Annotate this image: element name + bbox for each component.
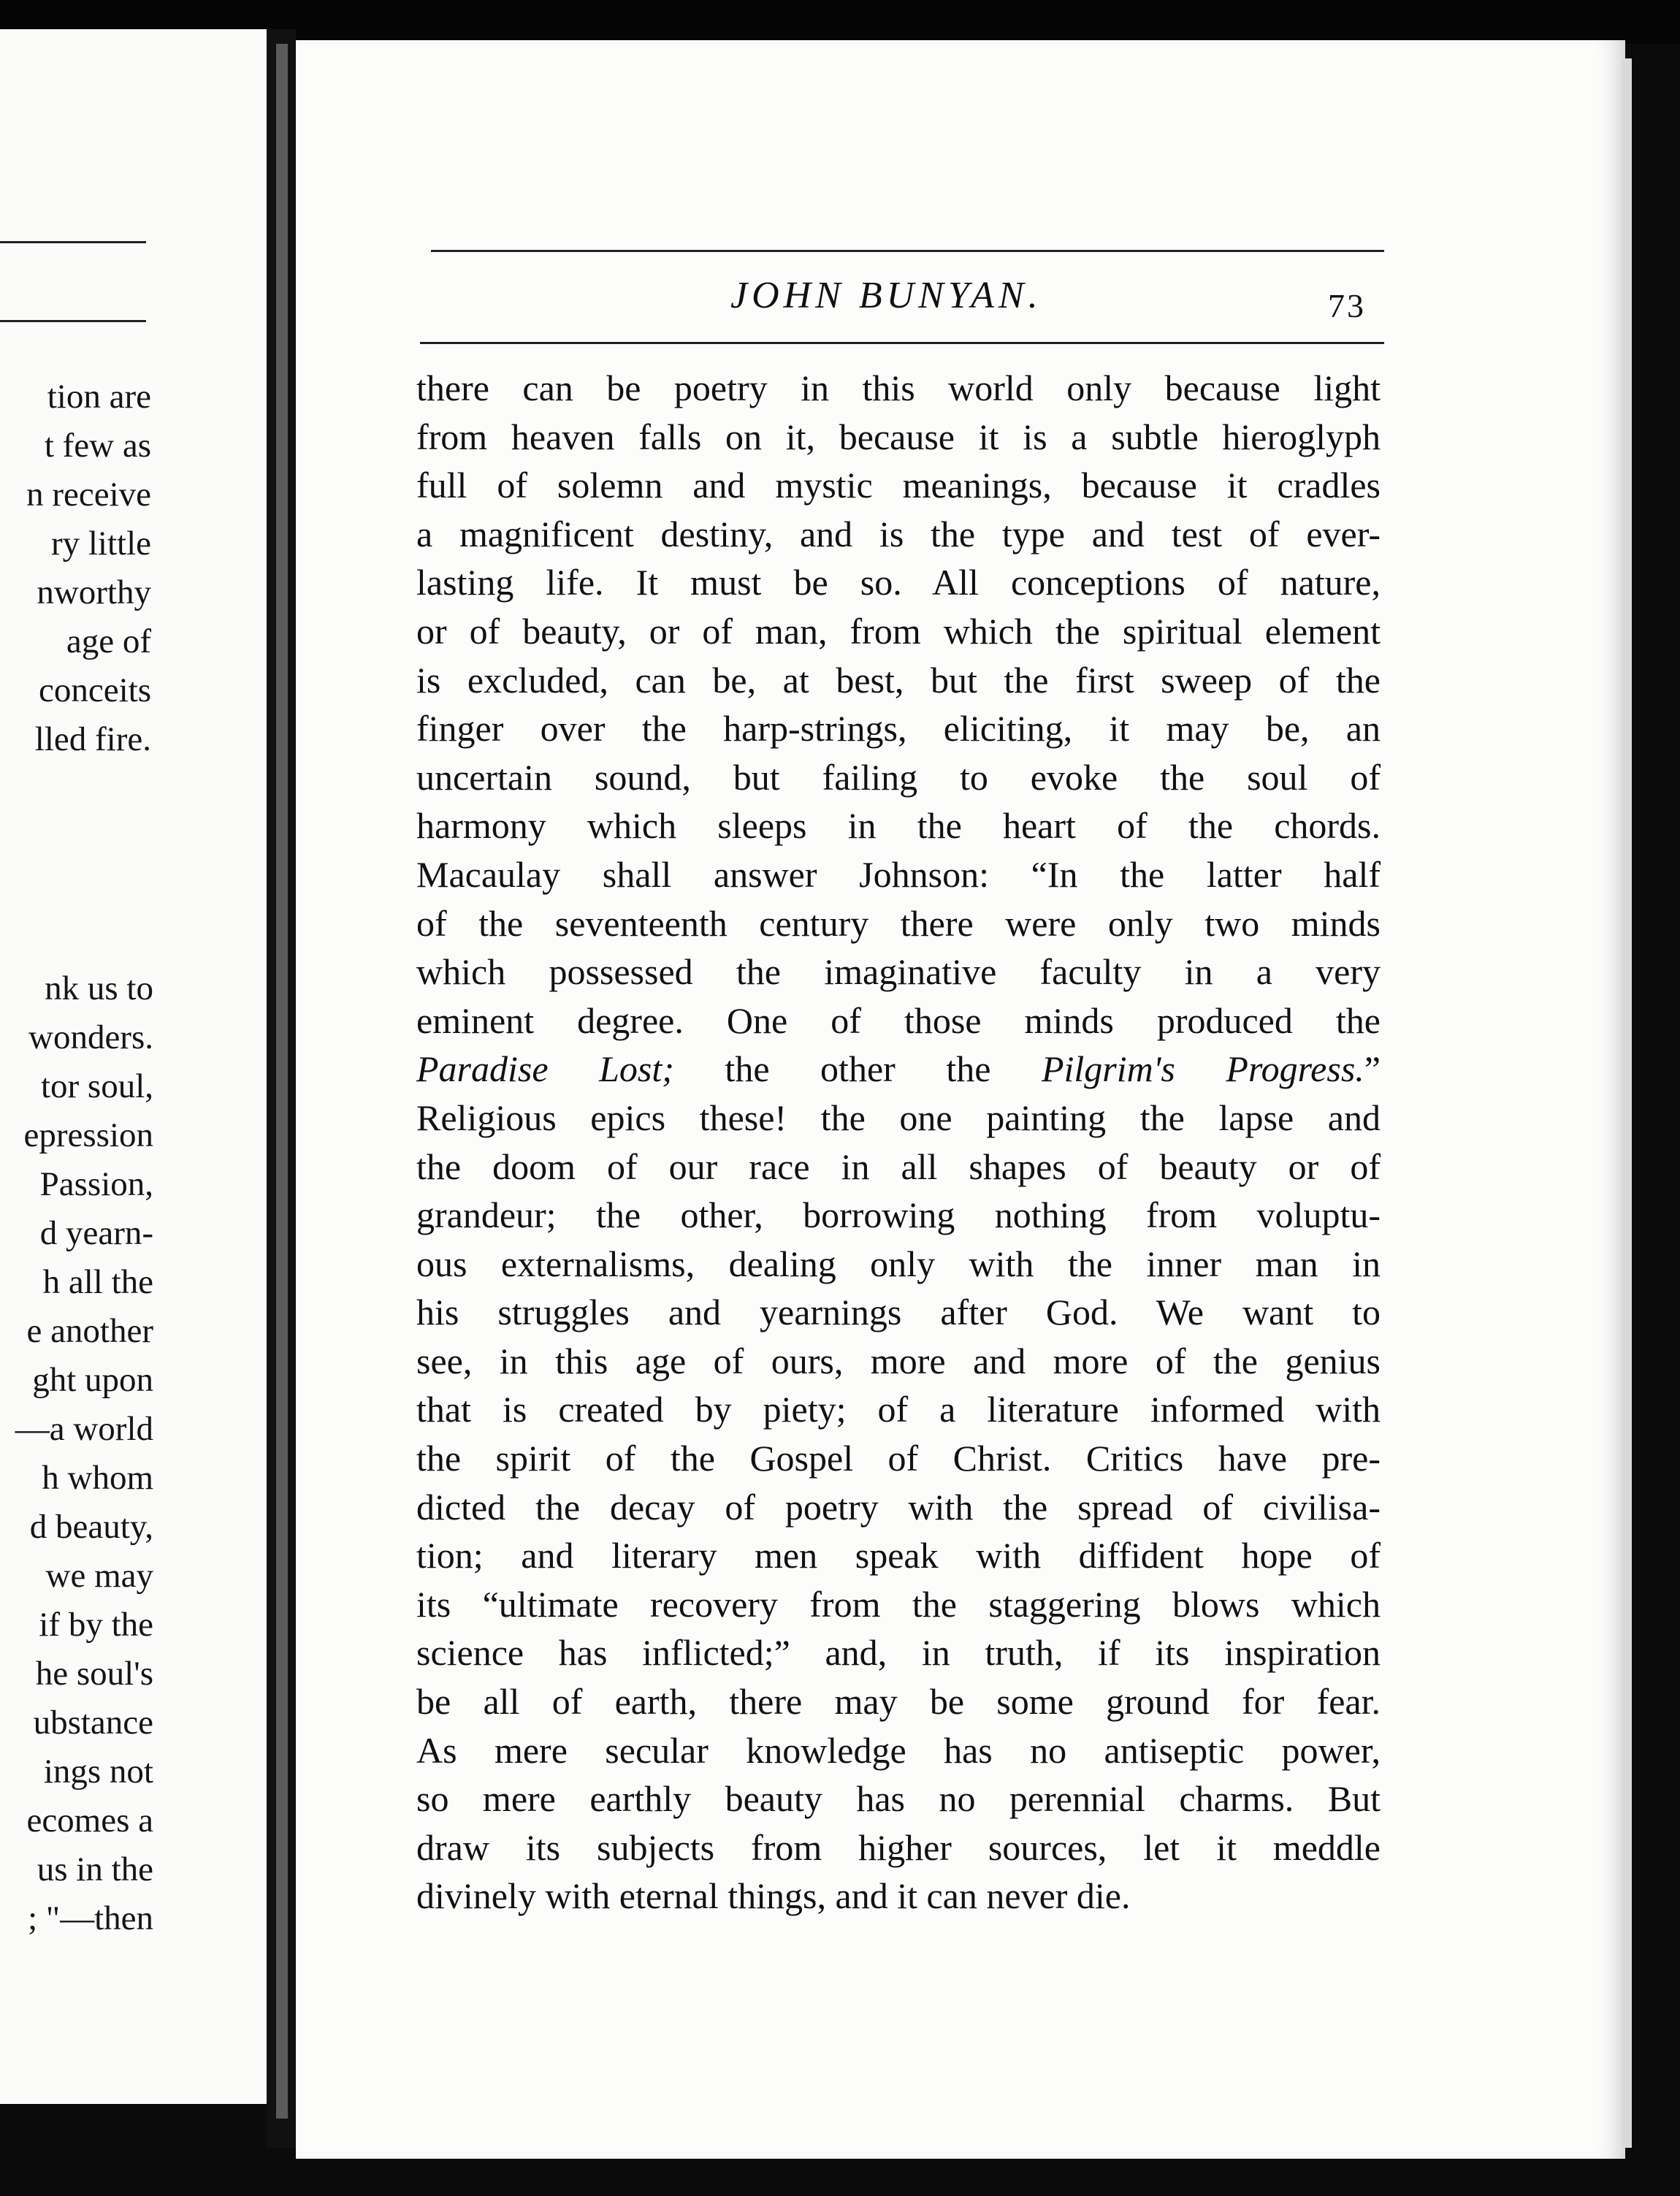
text-line — [416, 1434, 1381, 1483]
text-line — [416, 801, 1381, 850]
text-line — [416, 948, 1381, 996]
text-line — [416, 558, 1381, 607]
text-segment: draw its subjects from higher sources, let it meddle — [416, 1826, 1381, 1868]
text-segment: so mere earthly beauty has no perennial charms. But — [416, 1778, 1381, 1820]
header-rule-top — [431, 250, 1384, 252]
text-segment: ” — [1364, 1048, 1381, 1090]
text-line — [416, 1094, 1381, 1143]
italic-title: Paradise Lost; — [416, 1048, 674, 1090]
text-segment: science has inflicted;” and, in truth, if its inspiration — [416, 1632, 1381, 1674]
text-segment: be all of earth, there may be some ground for fear. — [416, 1681, 1381, 1723]
text-line — [416, 1288, 1381, 1337]
facing-page-line: d beauty, — [29, 1508, 153, 1546]
text-segment: eminent degree. One of those minds produced the — [416, 999, 1381, 1041]
text-line — [416, 1580, 1381, 1629]
page-edge — [1622, 58, 1632, 2148]
text-segment: its “ultimate recovery from the staggering blows which — [416, 1583, 1381, 1625]
facing-page-line: conceits — [39, 671, 151, 709]
text-line — [416, 1872, 1381, 1921]
text-segment: a magnificent destiny, and is the type and test of ever- — [416, 513, 1381, 554]
text-segment: which possessed the imaginative faculty in a very — [416, 951, 1381, 993]
header-rule-bottom — [420, 342, 1384, 344]
text-segment: lasting life. It must be so. All conceptions of nature, — [416, 562, 1381, 603]
facing-page-line: lled fire. — [34, 720, 151, 758]
facing-page-line: us in the — [37, 1850, 153, 1888]
text-line — [416, 1385, 1381, 1434]
text-line — [416, 1240, 1381, 1289]
italic-title: Pilgrim's Progress. — [1041, 1048, 1364, 1090]
text-line — [416, 364, 1381, 413]
facing-page-line: —a world — [15, 1410, 153, 1448]
text-line — [416, 899, 1381, 948]
text-line — [416, 1483, 1381, 1532]
facing-page-rule — [0, 320, 146, 322]
facing-page-line: tor soul, — [40, 1067, 153, 1105]
text-segment: the spirit of the Gospel of Christ. Critics have pre- — [416, 1438, 1381, 1479]
facing-page-rule — [0, 241, 146, 243]
text-line — [416, 1045, 1381, 1094]
text-segment: ous externalisms, dealing only with the inner man in — [416, 1243, 1381, 1284]
text-segment: there can be poetry in this world only because light — [416, 367, 1381, 408]
facing-page-text-top — [26, 373, 151, 764]
text-segment: is excluded, can be, at best, but the first sweep of the — [416, 659, 1381, 701]
text-line — [416, 1726, 1381, 1775]
page-number: 73 — [1328, 287, 1366, 324]
text-segment: that is created by piety; of a literature informed with — [416, 1389, 1381, 1430]
text-segment: the other the — [673, 1048, 1042, 1090]
body-text — [416, 364, 1381, 1921]
facing-page-line: ubstance — [33, 1704, 153, 1742]
text-line — [416, 753, 1381, 802]
running-head: JOHN BUNYAN. — [730, 275, 1042, 316]
facing-page-line: nworthy — [37, 573, 151, 611]
facing-page-text-bottom — [15, 964, 153, 1943]
text-line — [416, 1774, 1381, 1823]
facing-page-line: if by the — [39, 1606, 153, 1644]
text-segment: divinely with eternal things, and it can never die. — [416, 1875, 1131, 1917]
text-line — [416, 1531, 1381, 1580]
text-segment: or of beauty, or of man, from which the spiritual element — [416, 610, 1381, 652]
text-segment: of the seventeenth century there were only two minds — [416, 902, 1381, 944]
facing-page-line: h all the — [42, 1263, 153, 1301]
text-segment: the doom of our race in all shapes of beauty or of — [416, 1145, 1381, 1187]
gutter-edge — [276, 44, 288, 2119]
facing-page-line: ght upon — [32, 1361, 153, 1399]
facing-page-line: e another — [26, 1312, 153, 1350]
facing-page-line: nk us to — [45, 969, 153, 1007]
text-line — [416, 704, 1381, 753]
text-line — [416, 461, 1381, 510]
facing-page-line: ecomes a — [26, 1802, 153, 1839]
text-line — [416, 1677, 1381, 1726]
text-line — [416, 996, 1381, 1045]
facing-page-line: he soul's — [35, 1655, 153, 1693]
facing-page-line: Passion, — [39, 1165, 153, 1203]
facing-page-line: tion are — [47, 378, 151, 416]
text-segment: full of solemn and mystic meanings, because it cradles — [416, 465, 1381, 506]
text-line — [416, 1823, 1381, 1872]
text-line — [416, 510, 1381, 559]
facing-page-line: ; "—then — [28, 1899, 153, 1937]
text-segment: tion; and literary men speak with diffident hope of — [416, 1535, 1381, 1577]
text-segment: Macaulay shall answer Johnson: “In the latter half — [416, 853, 1381, 895]
text-segment: from heaven falls on it, because it is a subtle hieroglyph — [416, 416, 1381, 457]
facing-page-line: ings not — [43, 1753, 153, 1791]
facing-page-line: wonders. — [28, 1018, 153, 1056]
facing-page-line: ry little — [50, 525, 151, 563]
facing-page-line: we may — [45, 1557, 153, 1595]
facing-page-line: h whom — [42, 1459, 153, 1497]
text-segment: his struggles and yearnings after God. We want to — [416, 1292, 1381, 1333]
facing-page-line: d yearn- — [39, 1214, 153, 1252]
text-segment: uncertain sound, but failing to evoke the soul of — [416, 756, 1381, 798]
text-line — [416, 1337, 1381, 1386]
facing-page — [0, 29, 274, 2104]
text-line — [416, 656, 1381, 705]
text-line — [416, 1628, 1381, 1677]
text-segment: dicted the decay of poetry with the spread of civilisa- — [416, 1486, 1381, 1528]
facing-page-line: age of — [66, 622, 151, 660]
text-segment: see, in this age of ours, more and more of the genius — [416, 1340, 1381, 1381]
facing-page-line: t few as — [44, 427, 151, 465]
facing-page-line: n receive — [26, 476, 151, 514]
text-line — [416, 1143, 1381, 1192]
text-segment: grandeur; the other, borrowing nothing from voluptu- — [416, 1194, 1381, 1236]
text-segment: finger over the harp-strings, eliciting, it may be, an — [416, 708, 1381, 750]
text-line — [416, 413, 1381, 462]
text-segment: As mere secular knowledge has no antiseptic power, — [416, 1729, 1381, 1771]
text-line — [416, 607, 1381, 656]
text-segment: harmony which sleeps in the heart of the chords. — [416, 805, 1381, 847]
facing-page-line: epression — [23, 1116, 153, 1154]
text-line — [416, 850, 1381, 899]
text-segment: Religious epics these! the one painting the lapse and — [416, 1097, 1381, 1138]
text-line — [416, 1191, 1381, 1240]
